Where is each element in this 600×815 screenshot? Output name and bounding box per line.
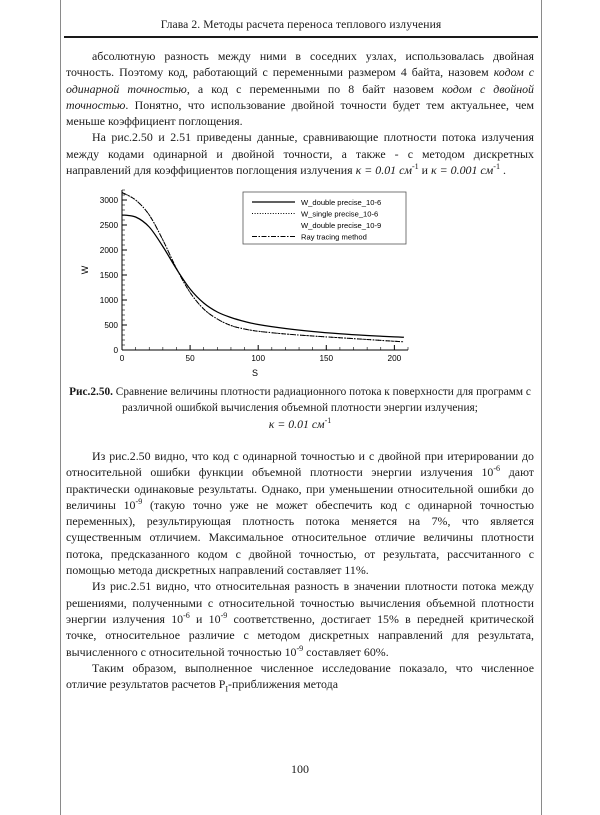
para4-text-c: соответственно, достигает 15% в передней критической точке, относительное различие с методом дискретных направлений для результата, вычисленного с относительной точностью [66,611,534,659]
paragraph-5 [66,660,534,693]
para3-power-1 [481,465,500,479]
y-tick-label: 1500 [99,271,118,281]
paragraph-1 [66,48,534,129]
x-tick-label: 0 [119,354,125,364]
y-tick-label: 1000 [99,296,118,306]
figure-caption-label: Рис.2.50. [69,386,113,399]
para4-power-2-base: 10 [208,611,221,626]
figure-caption-formula-exp: -1 [324,415,332,425]
y-tick-label: 500 [104,321,118,331]
paragraph-3 [66,448,534,578]
para3-power-2-exp: -9 [135,496,143,506]
page-number: 100 [291,762,309,776]
para5-text-a: Таким образом, выполненное численное исследование показало, что численное отличие результатов расчетов P [66,660,534,692]
para1-text-b: , а код с переменными по 8 байт назовем [186,81,442,96]
para4-power-2-exp: -9 [220,610,228,620]
para4-power-2 [209,612,228,626]
header-divider [64,36,538,38]
para3-text-b: дают практически одинаковые результаты. Однако, при уменьшении относительной ошибки до величины [66,465,534,512]
running-head: Глава 2. Методы расчета переноса теплового излучения [160,18,442,31]
para2-formula-1-base: κ = 0.01 см [355,163,412,178]
y-tick-label: 2000 [99,246,118,256]
para2-conjunction: и [418,163,431,178]
para4-power-3 [285,645,304,659]
y-tick-label: 0 [113,346,118,356]
legend-label-0: W_double precise_10-6 [301,198,382,208]
x-tick-label: 200 [387,354,402,364]
figure-2-50 [66,184,534,380]
x-tick-label: 50 [185,354,195,364]
figure-caption-formula [66,417,534,432]
para5-text-b: -приближения метода [228,677,338,692]
legend-label-1: W_single precise_10-6 [301,209,379,219]
para1-text-c: . Понятно, что использование двойной точности будет тем актуальнее, чем меньше коэффициент поглощения. [66,97,534,129]
para3-power-1-base: 10 [481,465,494,480]
para2-formula-1-exp: -1 [411,162,419,172]
legend-label-2: W_double precise_10-9 [301,221,382,231]
paragraph-2 [66,129,534,178]
line-chart [76,184,416,380]
x-tick-label: 100 [251,354,266,364]
y-tick-label: 3000 [99,196,118,206]
para2-text-a: На рис.2.50 и 2.51 приведены данные, сравнивающие плотности потока излучения между кодами одинарной и двойной точности, а также - с методом дискретных направлений для коэффициентов поглощения излучения [66,130,534,178]
page-rule-right [541,0,542,815]
para4-text-b: и [189,611,209,626]
para1-italic-2: кодом с двойной точностью [66,81,535,112]
para3-power-2-base: 10 [123,497,136,512]
figure-caption-formula-base: κ = 0.01 см [268,416,325,431]
para3-text-c: (такую точно уже не может обеспечить код с одинарной точностью переменных), результирующая плотность потока меняется на 7%, что является существенным отличием. Максимальное относительное отличие величины плотности потока, предсказанного кодом с двойной точностью, от результата, рассчитанного с помощью метода дискретных направлений составляет 11%. [66,497,534,578]
para2-formula-1 [356,163,419,177]
x-tick-label: 150 [319,354,334,364]
para4-power-1-base: 10 [171,611,184,626]
figure-caption-text: Сравнение величины плотности радиационного потока к поверхности для программ с различной ошибкой вычисления объемной плотности энергии излучения; [112,386,531,414]
para1-italic-1: кодом с одинарной точностью [66,65,534,96]
para2-formula-2-base: κ = 0.001 см [430,163,494,178]
paragraph-4 [66,578,534,659]
para2-end: . [500,163,506,178]
para2-formula-2-exp: -1 [493,162,500,172]
para4-text-a: Из рис.2.51 видно, что относительная разность в значении плотности потока между решениями, полученными с относительной точностью вычисления объемной плотности энергии излучения [66,579,534,626]
figure-caption [66,385,534,432]
para4-power-3-exp: -9 [296,643,304,653]
chart-container [76,184,416,380]
para2-formula-2 [431,163,500,177]
para5-subscript: I [225,684,229,694]
legend-label-3: Ray tracing method [301,232,367,242]
y-tick-label: 2500 [99,221,118,231]
y-axis-label: W [80,266,90,275]
para4-power-1 [171,612,190,626]
para4-power-1-exp: -6 [183,610,190,620]
para4-text-d: составляет 60%. [303,644,389,659]
para3-power-2 [124,498,143,512]
para3-power-1-exp: -6 [493,464,501,474]
chart-legend [243,192,406,244]
para4-power-3-base: 10 [284,644,297,659]
x-axis-label: S [251,368,259,379]
para3-text-a: Из рис.2.50 видно, что код с одинарной точностью и с двойной при итерировании до относительной ошибки функции объемной плотности энергии излучения [66,448,534,480]
para1-text-a: абсолютную разность между ними в соседних узлах, использовалась двойная точность. Поэтому код, работающий с переменными размером 4 байта, назовем [66,49,534,80]
document-content [66,48,534,692]
page-rule-left [60,0,61,815]
